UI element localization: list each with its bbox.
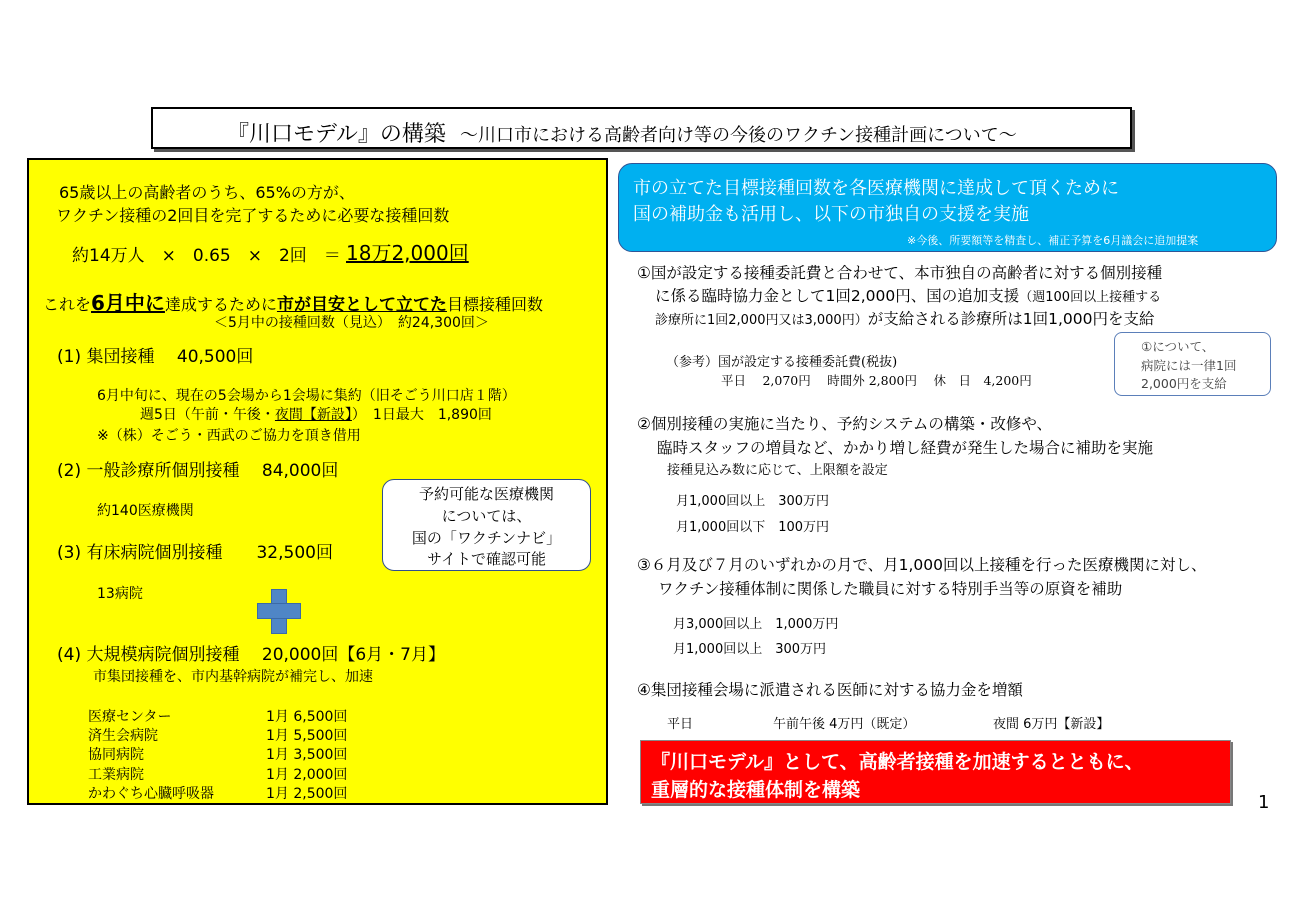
- target-text-e: 目標接種回数: [446, 295, 543, 314]
- hospital-name: 工業病院: [88, 767, 144, 783]
- section-1-line-3: ※（株）そごう・西武のご協力を頂き借用: [97, 428, 361, 444]
- i1-l3b: が支給される診療所は1回1,000円を支給: [867, 310, 1155, 328]
- section-2-title: (2) 一般診療所個別接種 84,000回: [57, 461, 339, 481]
- hospital-name: 済生会病院: [88, 728, 158, 744]
- s1-l2b: ） 1日最大 1,890回: [351, 407, 492, 423]
- note-line: 予約可能な医療機関: [418, 485, 554, 503]
- note-line: については、: [441, 507, 532, 525]
- section-2-line-1: 約140医療機関: [97, 503, 194, 519]
- item-3-line-2: ワクチン接種体制に関係した職員に対する特別手当等の原資を補助: [658, 580, 1123, 598]
- hospital-value: 1月 2,500回: [266, 786, 348, 802]
- hospital-note-line: ①について、: [1141, 339, 1215, 354]
- hospital-value: 1月 2,000回: [266, 767, 348, 783]
- target-text-a: これを: [43, 295, 92, 314]
- i1-l2b: （週100回以上接種する: [1019, 290, 1162, 305]
- item-4-weekday: 平日: [667, 717, 694, 732]
- hospital-name: かわぐち心臓呼吸器: [88, 786, 214, 802]
- hospital-note-line: 2,000円を支給: [1141, 376, 1227, 391]
- page-subtitle: ～川口市における高齢者向け等の今後のワクチン接種計画について～: [460, 125, 1017, 146]
- i1-l3a: 診療所に1回2,000円又は3,000円）: [655, 313, 868, 328]
- i1-l2a: に係る臨時協力金として1回2,000円、国の追加支援: [655, 287, 1020, 305]
- item-2-line-2: 臨時スタッフの増員など、かかり増し経費が発生した場合に補助を実施: [657, 439, 1154, 457]
- support-summary-line-1: 市の立てた目標接種回数を各医療機関に達成して頂くために: [633, 178, 1119, 199]
- section-4-title: (4) 大規模病院個別接種 20,000回【6月・7月】: [57, 645, 446, 665]
- section-1-line-2: [140, 404, 492, 424]
- item-3-rate-1: 月3,000回以上 1,000万円: [673, 617, 839, 632]
- note-line: サイトで確認可能: [427, 550, 546, 568]
- item-2-rate-2: 月1,000回以下 100万円: [676, 520, 830, 535]
- section-3-line-1: 13病院: [97, 586, 143, 602]
- s1-l2a: 週5日（午前・午後・: [140, 407, 275, 423]
- s1-l2-night: 夜間【新設】: [274, 407, 352, 423]
- item-4-day-fee: 午前午後 4万円（既定）: [773, 717, 916, 732]
- item-2-line-1: ②個別接種の実施に当たり、予約システムの構築・改修や、: [637, 415, 1053, 433]
- calc-formula: 約14万人 × 0.65 × 2回 ＝: [72, 246, 341, 266]
- target-text-june: 6月中に: [91, 291, 165, 315]
- item-2-rate-1: 月1,000回以上 300万円: [676, 494, 830, 509]
- item-4-line-1: ④集団接種会場に派遣される医師に対する協力金を増額: [637, 681, 1023, 699]
- hospital-name: 協同病院: [88, 747, 144, 763]
- support-summary-line-2: 国の補助金も活用し、以下の市独自の支援を実施: [633, 204, 1029, 225]
- calc-result: 18万2,000回: [346, 241, 469, 265]
- target-text-city: 市が目安として立てた: [276, 295, 447, 315]
- hospital-value: 1月 5,500回: [266, 728, 348, 744]
- item-3-rate-2: 月1,000回以上 300万円: [673, 642, 827, 657]
- item-2-line-3: 接種見込み数に応じて、上限額を設定: [667, 463, 888, 478]
- budget-note: ※今後、所要額等を精査し、補正予算を6月議会に追加提案: [907, 234, 1199, 247]
- item-1-line-2: [655, 284, 1161, 306]
- item-4-night-fee: 夜間 6万円【新設】: [993, 717, 1110, 732]
- reference-title: （参考）国が設定する接種委託費(税抜): [666, 355, 898, 370]
- page-title: 『川口モデル』の構築: [227, 122, 446, 147]
- section-4-line-1: 市集団接種を、市内基幹病院が補完し、加速: [93, 669, 373, 685]
- item-1-line-1: ①国が設定する接種委託費と合わせて、本市独自の高齢者に対する個別接種: [637, 264, 1163, 282]
- section-1-line-1: 6月中旬に、現在の5会場から1会場に集約（旧そごう川口店１階）: [97, 388, 516, 404]
- intro-line-1: 65歳以上の高齢者のうち、65%の方が、: [59, 183, 355, 202]
- note-line: 国の「ワクチンナビ」: [411, 529, 562, 547]
- page-number: 1: [1258, 792, 1270, 813]
- hospital-note: [1114, 332, 1271, 396]
- section-3-title: (3) 有床病院個別接種 32,500回: [57, 543, 333, 563]
- hospital-value: 1月 6,500回: [266, 709, 348, 725]
- conclusion-line-2: 重層的な接種体制を構築: [651, 779, 861, 801]
- hospital-name: 医療センター: [88, 709, 172, 725]
- section-1-title: (1) 集団接種 40,500回: [57, 347, 254, 367]
- intro-line-2: ワクチン接種の2回目を完了するために必要な接種回数: [56, 206, 450, 225]
- plus-icon-bar: [257, 603, 301, 619]
- conclusion-line-1: 『川口モデル』として、高齢者接種を加速するとともに、: [651, 751, 1144, 773]
- item-3-line-1: ③６月及び７月のいずれかの月で、月1,000回以上接種を行った医療機関に対し、: [637, 556, 1207, 574]
- estimate-note: ＜5月中の接種回数（見込） 約24,300回＞: [214, 315, 489, 331]
- target-text-c: 達成するために: [164, 295, 277, 314]
- hospital-note-line: 病院には一律1回: [1141, 358, 1237, 373]
- item-1-line-3: [655, 307, 1154, 329]
- hospital-value: 1月 3,500回: [266, 747, 348, 763]
- vaccine-navi-note: [382, 479, 591, 571]
- reference-values: 平日 2,070円 時間外 2,800円 休 日 4,200円: [721, 373, 1032, 388]
